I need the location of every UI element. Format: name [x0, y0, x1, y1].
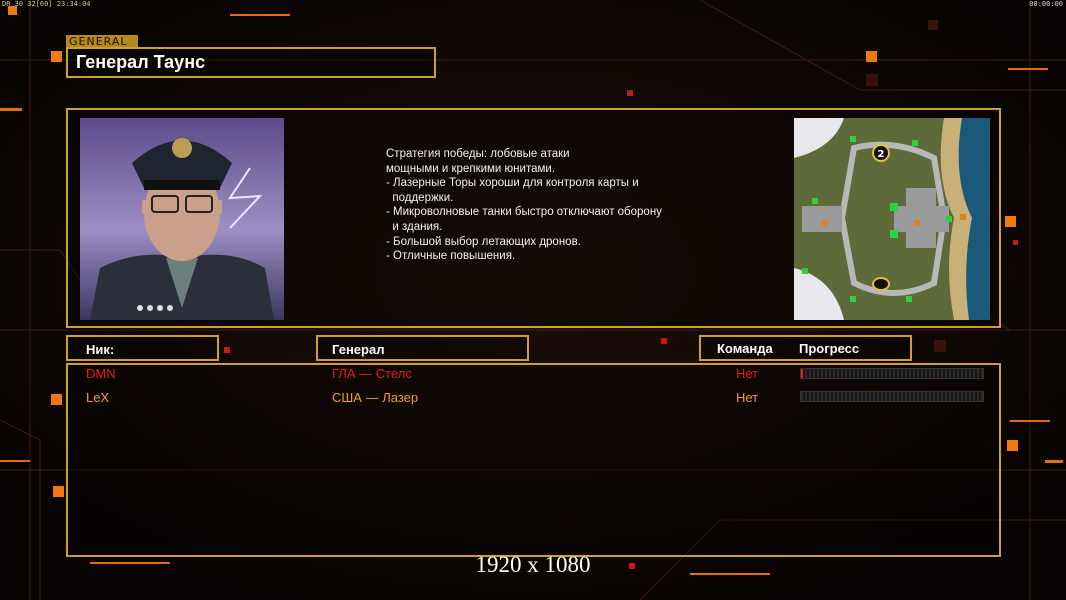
column-header-team-progress [699, 335, 912, 361]
hud-timer: 00:00:00 [1029, 0, 1063, 8]
description-line: - Лазерные Торы хороши для контроля карты и [386, 177, 639, 190]
column-header-general [316, 335, 529, 361]
description-line: Стратегия победы: лобовые атаки [386, 148, 570, 160]
player-team: Нет [736, 366, 759, 381]
description-line: и здания. [386, 220, 443, 233]
player-general: США — Лазер [332, 390, 419, 405]
description-line: - Микроволновые танки быстро отключают оборону [386, 206, 662, 219]
player-nick: LeX [86, 390, 110, 405]
column-header-nick [66, 335, 219, 361]
start-position-label: 2 [877, 149, 885, 160]
general-description [386, 147, 716, 264]
map-minimap[interactable] [794, 118, 990, 320]
description-line: поддержки. [386, 191, 454, 204]
resolution-label: 1920 x 1080 [475, 552, 591, 577]
column-team-label: Команда [717, 341, 773, 356]
player-progress-bar [800, 368, 984, 379]
general-tag: GENERAL [66, 35, 138, 48]
general-name: Генерал Таунс [76, 52, 206, 72]
description-line: - Отличные повышения. [386, 250, 516, 263]
hud-status: DR 30 32[60] 23:34:04 [2, 0, 91, 8]
description-line: - Большой выбор летающих дронов. [386, 235, 581, 248]
player-nick: DMN [86, 366, 116, 381]
player-progress-fill [801, 369, 803, 378]
general-portrait [80, 118, 284, 320]
column-nick-label: Ник: [86, 342, 115, 357]
column-progress-label: Прогресс [799, 341, 860, 356]
player-team: Нет [736, 390, 759, 405]
column-general-label: Генерал [332, 342, 385, 357]
description-line: мощными и крепкими юнитами. [386, 162, 556, 175]
player-progress-bar [800, 391, 984, 402]
player-general: ГЛА — Стелс [332, 366, 412, 381]
title-frame [66, 47, 436, 78]
